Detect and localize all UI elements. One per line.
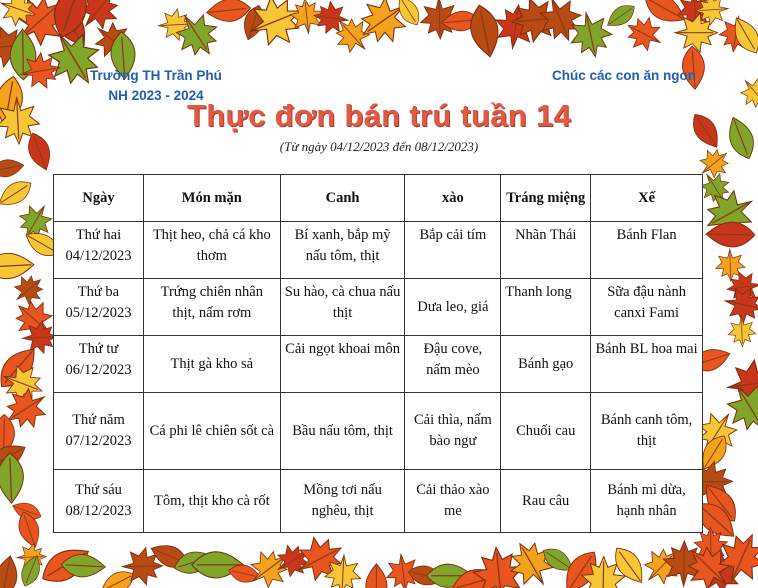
- stir-fry-cell: Bắp cải tím: [405, 222, 501, 279]
- leaf-shape: [706, 222, 755, 248]
- col-header-soup: Canh: [280, 175, 405, 222]
- day-cell: [54, 393, 144, 470]
- soup-cell: Bầu nấu tôm, thịt: [280, 393, 405, 470]
- stir-fry-cell: Cải thảo xào me: [405, 470, 501, 533]
- day-date: 04/12/2023: [65, 248, 132, 264]
- day-name: Thứ sáu: [75, 482, 122, 498]
- day-name: Thứ ba: [77, 284, 120, 300]
- day-cell: [54, 279, 144, 336]
- snack-cell: Bánh canh tôm, thịt: [591, 393, 703, 470]
- day-name: Thứ hai: [75, 227, 122, 243]
- stir-fry-cell: Dưa leo, giá: [405, 279, 501, 336]
- menu-header-row: [54, 175, 703, 222]
- dessert-cell: Chuối cau: [501, 393, 591, 470]
- col-header-main-dish: Món mặn: [143, 175, 280, 222]
- stir-fry-cell: Đậu cove, nấm mèo: [405, 336, 501, 393]
- day-date: 07/12/2023: [65, 433, 132, 449]
- main-dish-cell: Trứng chiên nhân thịt, nấm rơm: [143, 279, 280, 336]
- date-range-subtitle: (Từ ngày 04/12/2023 đến 08/12/2023): [279, 139, 479, 154]
- main-dish-cell: Tôm, thịt kho cà rốt: [143, 470, 280, 533]
- main-dish-cell: Thịt heo, chả cá kho thơm: [143, 222, 280, 279]
- greeting-text: Chúc các con ăn ngon: [551, 68, 696, 83]
- table-row: [54, 336, 703, 393]
- day-date: 08/12/2023: [65, 503, 132, 519]
- soup-cell: Cải ngọt khoai môn: [280, 336, 405, 393]
- soup-cell: Bí xanh, bắp mỹ nấu tôm, thịt: [280, 222, 405, 279]
- day-cell: [54, 222, 144, 279]
- day-date: 06/12/2023: [65, 362, 132, 378]
- dessert-cell: Rau câu: [501, 470, 591, 533]
- col-header-snack: Xế: [591, 175, 703, 222]
- table-row: [54, 393, 703, 470]
- day-date: 05/12/2023: [65, 305, 132, 321]
- day-cell: [54, 336, 144, 393]
- leaf-shape: [466, 2, 503, 59]
- menu-table: [53, 174, 703, 533]
- soup-cell: Su hào, cà chua nấu thịt: [280, 279, 405, 336]
- leaf-shape: [0, 554, 21, 588]
- school-year: NH 2023 - 2024: [108, 88, 204, 103]
- col-header-dessert: Tráng miệng: [501, 175, 591, 222]
- leaf-shape: [728, 316, 757, 347]
- snack-cell: Bánh mì dừa, hạnh nhân: [591, 470, 703, 533]
- dessert-cell: Nhãn Thái: [501, 222, 591, 279]
- stir-fry-cell: Cải thìa, nấm bào ngư: [405, 393, 501, 470]
- col-header-day: Ngày: [54, 175, 144, 222]
- leaf-shape: [0, 175, 36, 212]
- snack-cell: Sữa đậu nành canxi Fami: [591, 279, 703, 336]
- main-dish-cell: Thịt gà kho sả: [143, 336, 280, 393]
- snack-cell: Bánh BL hoa mai: [591, 336, 703, 393]
- leaf-shape: [0, 453, 24, 504]
- leaf-shape: [0, 252, 34, 280]
- table-row: [54, 222, 703, 279]
- page-title: Thực đơn bán trú tuần 14: [186, 98, 572, 133]
- table-row: [54, 279, 703, 336]
- dessert-cell: Bánh gạo: [501, 336, 591, 393]
- main-dish-cell: Cá phi lê chiên sốt cà: [143, 393, 280, 470]
- day-name: Thứ tư: [78, 341, 119, 357]
- day-cell: [54, 470, 144, 533]
- snack-cell: Bánh Flan: [591, 222, 703, 279]
- col-header-stir-fry: xào: [405, 175, 501, 222]
- dessert-cell: Thanh long: [501, 279, 591, 336]
- table-row: [54, 470, 703, 533]
- soup-cell: Mồng tơi nấu nghêu, thịt: [280, 470, 405, 533]
- school-name: Trường TH Trần Phú: [90, 68, 222, 83]
- leaf-shape: [366, 564, 387, 588]
- day-name: Thứ năm: [72, 412, 125, 428]
- leaf-shape: [0, 157, 25, 179]
